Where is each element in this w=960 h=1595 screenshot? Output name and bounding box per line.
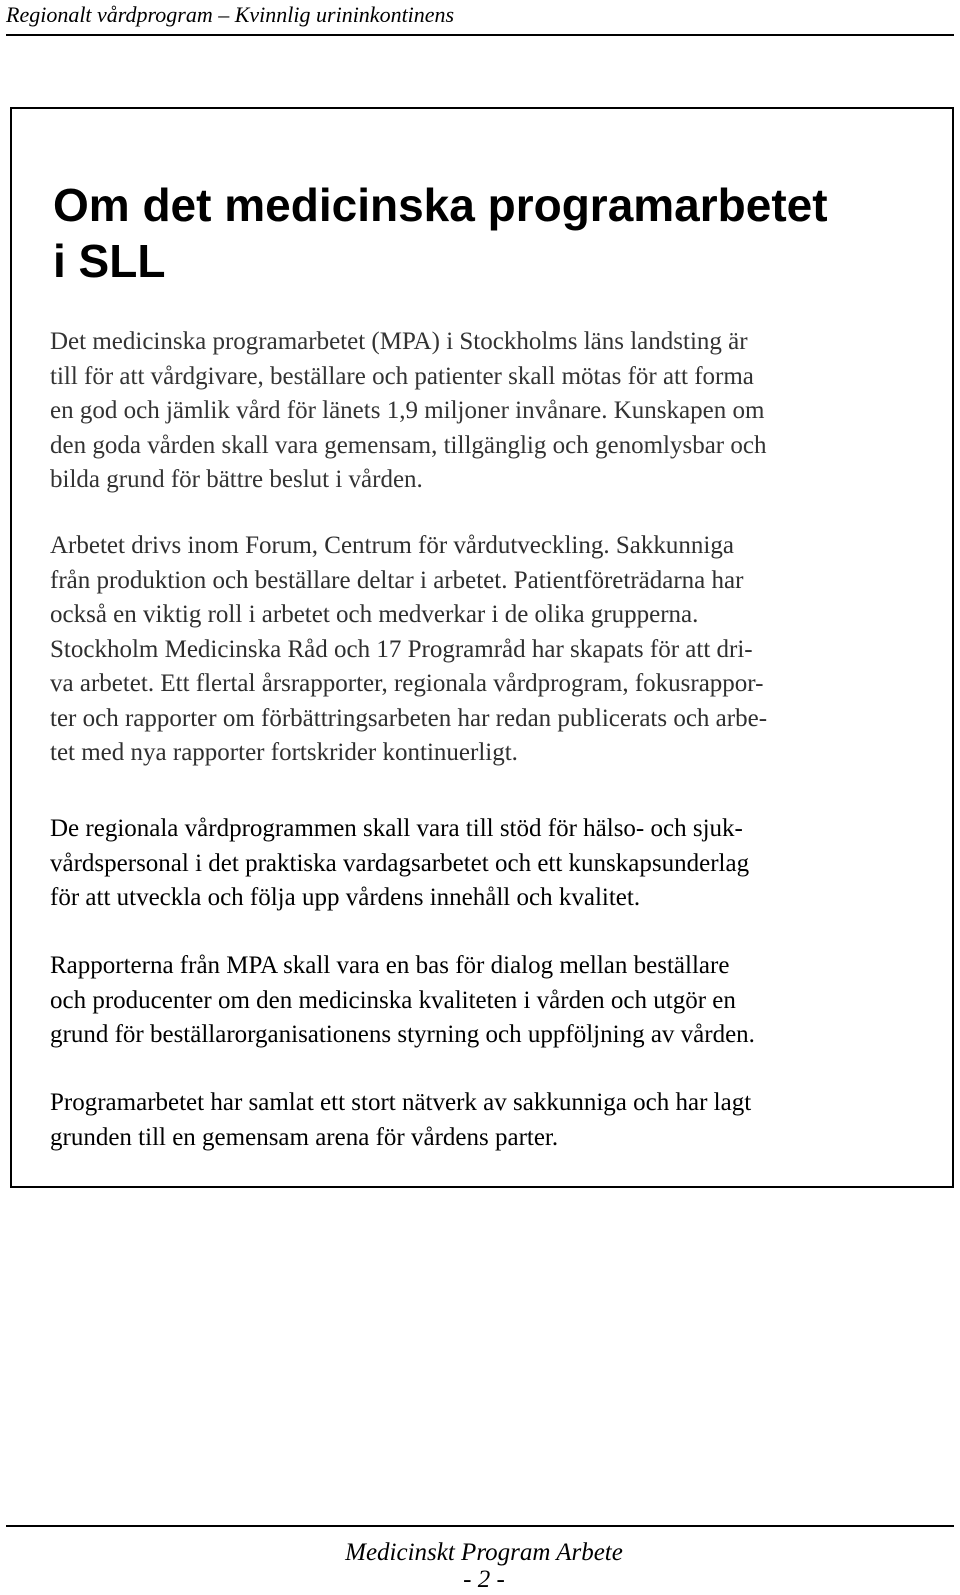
paragraph-reports (50, 949, 920, 1053)
text-line: också en viktig roll i arbetet och medverkar i de olika grupperna. (50, 601, 699, 628)
text-line: De regionala vårdprogrammen skall vara till stöd för hälso- och sjuk- (50, 815, 743, 842)
text-line: Det medicinska programarbetet (MPA) i Stockholms läns landsting är (50, 328, 748, 355)
text-line: vårdspersonal i det praktiska vardagsarbetet och ett kunskapsunderlag (50, 849, 750, 877)
text-line: Programarbetet har samlat ett stort nätverk av sakkunniga och har lagt (50, 1089, 752, 1116)
header-divider (6, 34, 954, 36)
text-line: ter och rapporter om förbättringsarbeten har redan publicerats och arbe- (50, 704, 768, 732)
text-line: och producenter om den medicinska kvaliteten i vården och utgör en (50, 986, 736, 1014)
paragraph-network (50, 1086, 920, 1155)
footer-title: Medicinskt Program Arbete (345, 1539, 623, 1566)
text-line: till för att vårdgivare, beställare och patienter skall mötas för att forma (50, 362, 754, 390)
text-line: en god och jämlik vård för länets 1,9 miljoner invånare. Kunskapen om (50, 397, 765, 424)
text-line: Arbetet drivs inom Forum, Centrum för vårdutveckling. Sakkunniga (50, 532, 734, 559)
text-line: va arbetet. Ett flertal årsrapporter, regionala vårdprogram, fokusrappor- (50, 670, 764, 697)
running-header: Regionalt vårdprogram – Kvinnlig urininkontinens (6, 2, 455, 27)
section-title-line: i SLL (53, 235, 166, 287)
section-title-line: Om det medicinska programarbetet (53, 179, 828, 231)
text-line: grunden till en gemensam arena för vårdens parter. (50, 1123, 559, 1151)
paragraph-regional-programs (50, 812, 920, 916)
footer-divider (6, 1525, 954, 1527)
text-line: den goda vården skall vara gemensam, tillgänglig och genomlysbar och (50, 431, 767, 459)
text-line: Rapporterna från MPA skall vara en bas för dialog mellan beställare (50, 952, 730, 979)
section-title (53, 177, 933, 289)
text-line: bilda grund för bättre beslut i vården. (50, 466, 423, 493)
page-number: - 2 - (463, 1566, 505, 1593)
text-line: tet med nya rapporter fortskrider kontinuerligt. (50, 739, 518, 766)
text-line: Stockholm Medicinska Råd och 17 Programråd har skapats för att dri- (50, 635, 753, 663)
text-line: för att utveckla och följa upp vårdens innehåll och kvalitet. (50, 884, 641, 911)
text-line: grund för beställarorganisationens styrning och uppföljning av vården. (50, 1021, 755, 1048)
paragraph-forum (50, 529, 920, 771)
paragraph-mpa-intro (50, 325, 920, 498)
text-line: från produktion och beställare deltar i arbetet. Patientföreträdarna har (50, 566, 744, 594)
